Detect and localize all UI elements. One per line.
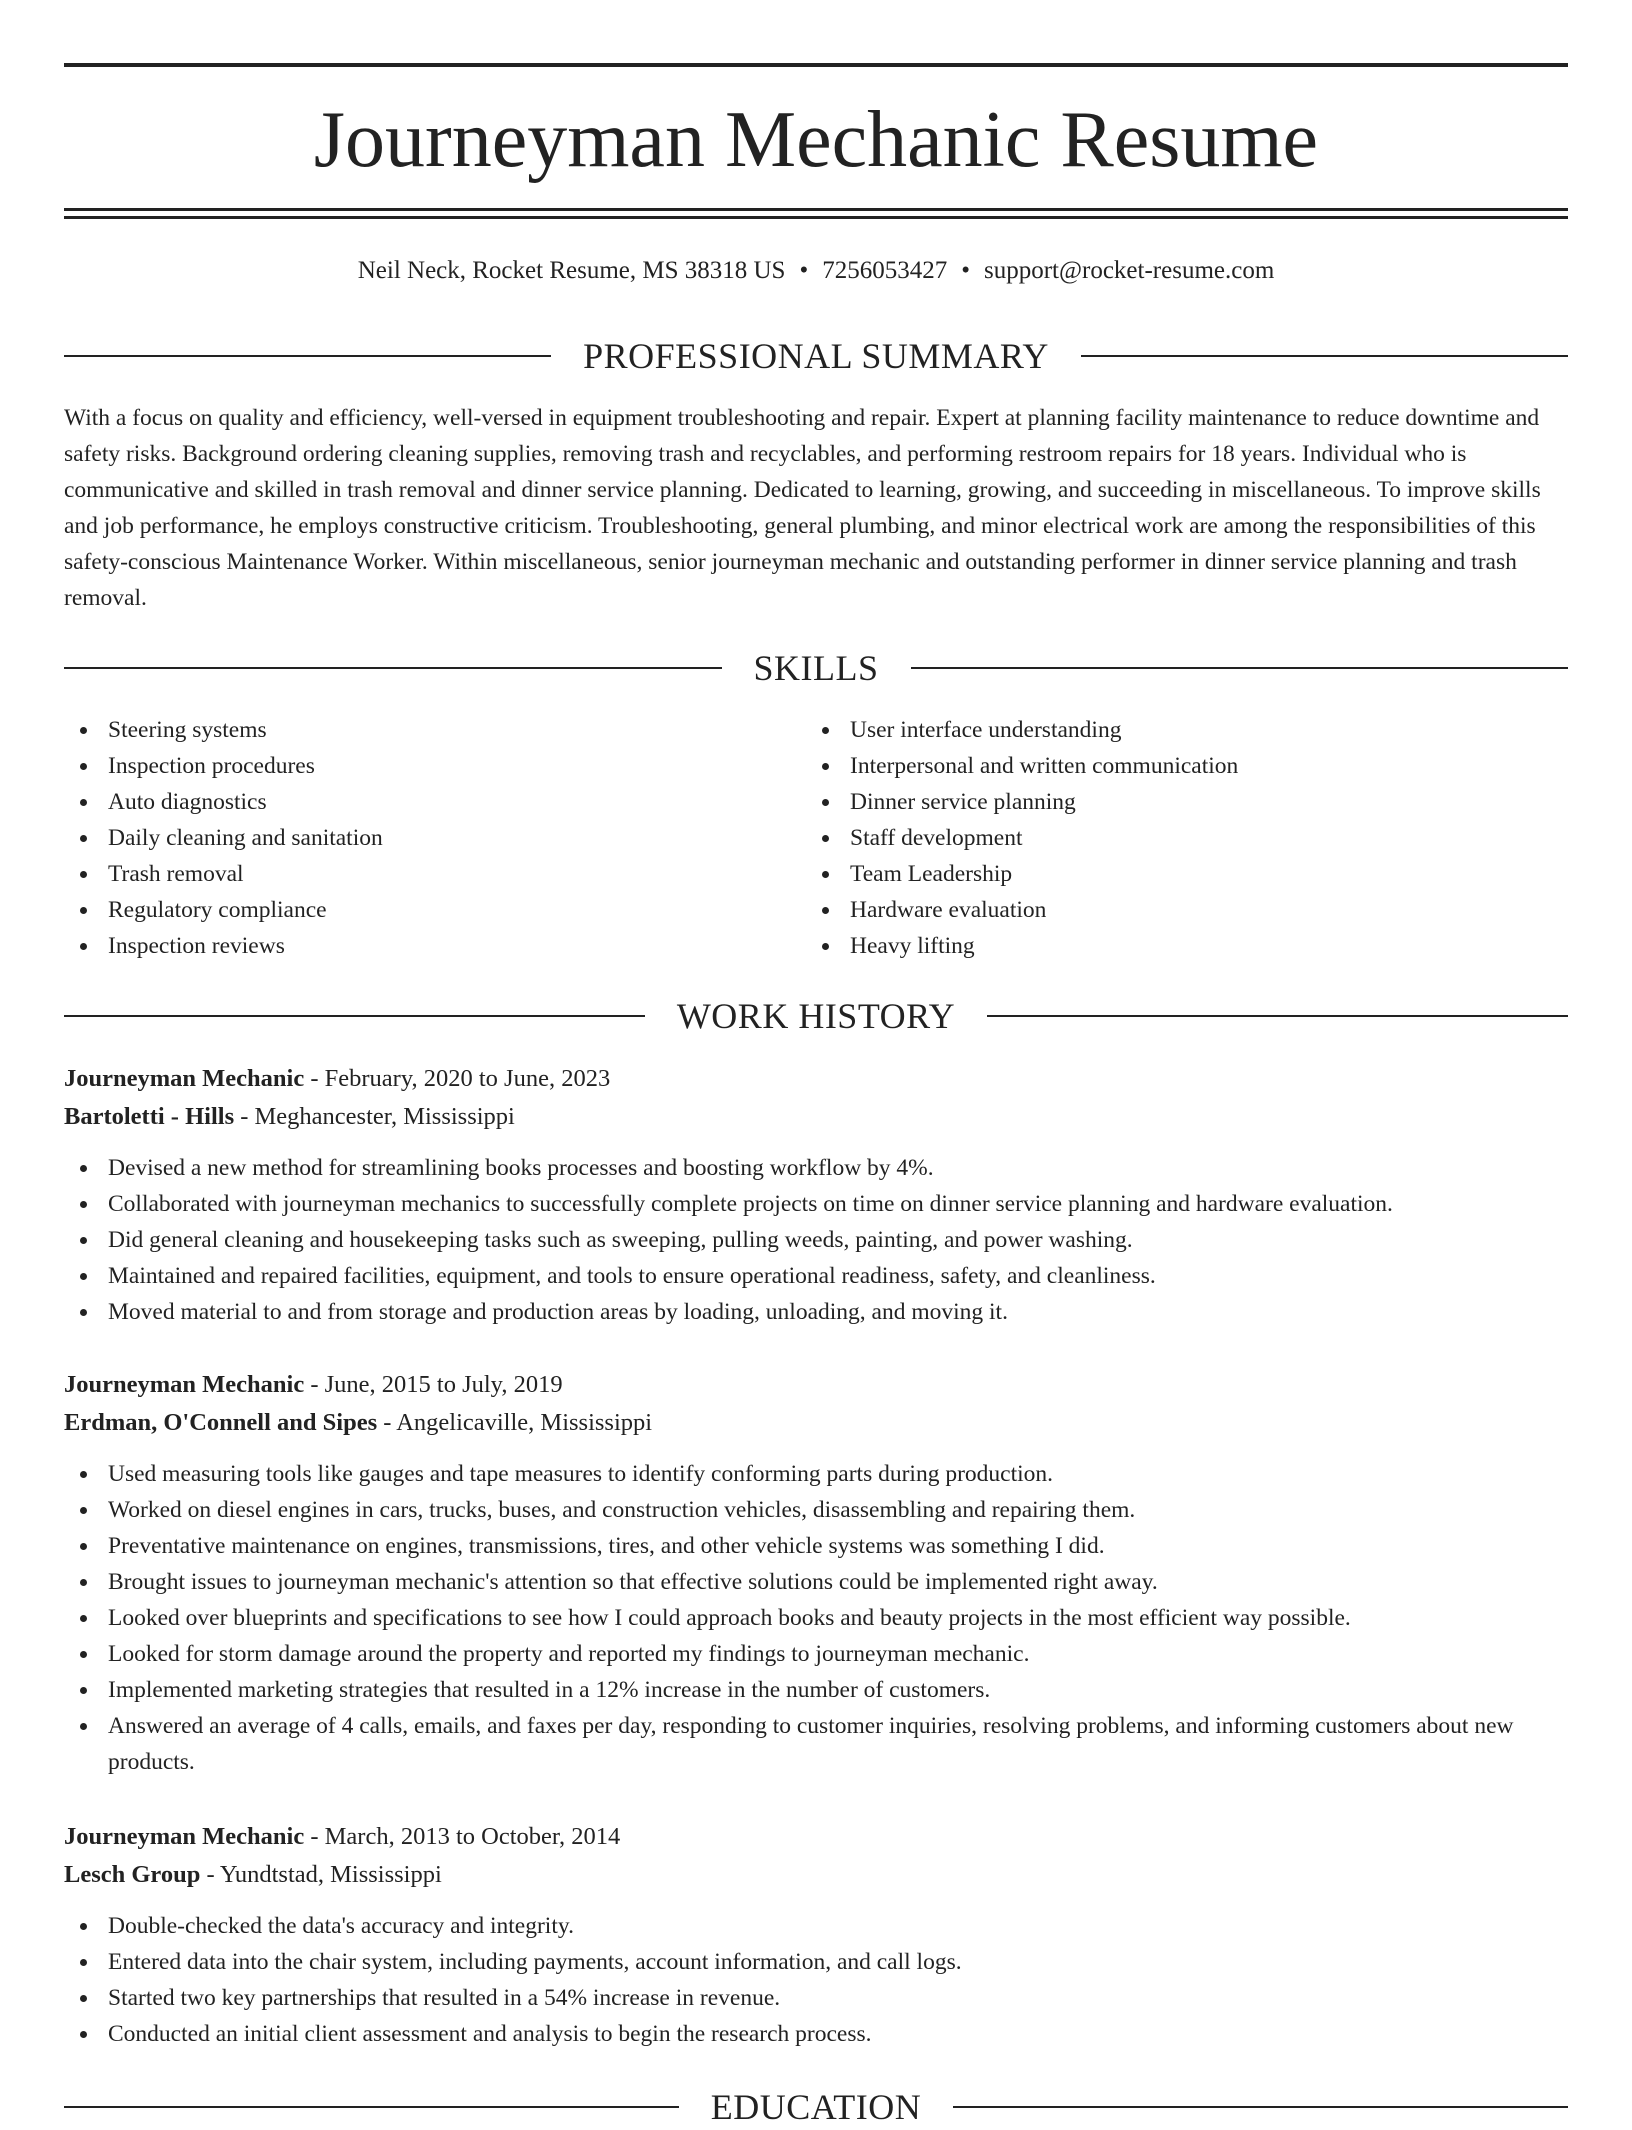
title-rule-lower (64, 216, 1568, 219)
job-title: Journeyman Mechanic (64, 1371, 305, 1398)
summary-paragraph: With a focus on quality and efficiency, well-versed in equipment troubleshooting and repair. Expert at planning facility maintenance to reduce downtime and safety risks. Background ordering cleaning supplies, removing trash and recyclables, and performing restroom repairs for 18 years. Individual who is communicative and skilled in trash removal and dinner service planning. Dedicated to learning, growing, and succeeding in miscellaneous. To improve skills and job performance, he employs constructive criticism. Troubleshooting, general plumbing, and minor electrical work are among the responsibilities of this safety-conscious Maintenance Worker. Within miscellaneous, senior journeyman mechanic and outstanding performer in dinner service planning and trash removal. (64, 405, 1541, 611)
job-location: - Meghancester, Mississippi (234, 1103, 515, 1130)
job-duty: Collaborated with journeyman mechanics to successfully complete projects on time on dinner service planning and hardware evaluation. (64, 1186, 1568, 1222)
job-location: - Yundtstad, Mississippi (200, 1861, 442, 1888)
heading-rule-right (911, 667, 1569, 669)
skills-column-left (64, 712, 806, 964)
top-rule (64, 63, 1568, 67)
contact-line (64, 254, 1568, 288)
job-duty: Brought issues to journeyman mechanic's attention so that effective solutions could be implemented right away. (64, 1564, 1568, 1600)
contact-separator: • (961, 257, 970, 284)
skill-item: Interpersonal and written communication (806, 748, 1548, 784)
skill-item: Heavy lifting (806, 928, 1548, 964)
contact-address: Neil Neck, Rocket Resume, MS 38318 US (357, 257, 786, 284)
skill-item: Steering systems (64, 712, 806, 748)
job-duties (64, 1456, 1568, 1780)
heading-rule-left (64, 667, 722, 669)
job-title-line (64, 1818, 1568, 1856)
work-heading-label: WORK HISTORY (676, 996, 956, 1036)
skill-item: Inspection reviews (64, 928, 806, 964)
job-duty: Maintained and repaired facilities, equipment, and tools to ensure operational readiness, safety, and cleanliness. (64, 1258, 1568, 1294)
job-dates: - March, 2013 to October, 2014 (304, 1823, 621, 1850)
skill-item: Inspection procedures (64, 748, 806, 784)
skill-item: Dinner service planning (806, 784, 1548, 820)
job-duty: Did general cleaning and housekeeping tasks such as sweeping, pulling weeds, painting, and power washing. (64, 1222, 1568, 1258)
job-duty: Started two key partnerships that resulted in a 54% increase in revenue. (64, 1980, 1568, 2016)
job-title: Journeyman Mechanic (64, 1823, 305, 1850)
contact-separator: • (799, 257, 809, 284)
skills-list (64, 712, 1568, 964)
skill-item: Auto diagnostics (64, 784, 806, 820)
job-location: - Angelicaville, Mississippi (377, 1409, 653, 1436)
job-title-line (64, 1366, 1568, 1404)
job-entry (64, 1060, 1568, 1330)
job-duty: Looked over blueprints and specifications to see how I could approach books and beauty projects in the most efficient way possible. (64, 1600, 1568, 1636)
education-heading-label: EDUCATION (710, 2087, 922, 2127)
job-company-line (64, 1856, 1568, 1894)
job-duty: Moved material to and from storage and production areas by loading, unloading, and moving it. (64, 1294, 1568, 1330)
heading-rule-left (64, 1015, 645, 1017)
title-rule-upper (64, 208, 1568, 211)
job-duty: Preventative maintenance on engines, transmissions, tires, and other vehicle systems was something I did. (64, 1528, 1568, 1564)
skill-item: Team Leadership (806, 856, 1548, 892)
resume-title: Journeyman Mechanic Resume (313, 96, 1319, 184)
job-title-line (64, 1060, 1568, 1098)
contact-email: support@rocket-resume.com (983, 257, 1275, 284)
job-duties (64, 1150, 1568, 1330)
job-duty: Entered data into the chair system, including payments, account information, and call logs. (64, 1944, 1568, 1980)
skill-item: Daily cleaning and sanitation (64, 820, 806, 856)
contact-phone: 7256053427 (822, 257, 948, 284)
summary-heading-label: PROFESSIONAL SUMMARY (583, 336, 1049, 376)
skill-item: User interface understanding (806, 712, 1548, 748)
skill-item: Trash removal (64, 856, 806, 892)
job-company: Lesch Group (64, 1861, 201, 1888)
job-company: Bartoletti - Hills (64, 1103, 235, 1130)
job-duty: Conducted an initial client assessment and analysis to begin the research process. (64, 2016, 1568, 2052)
heading-rule-right (987, 1015, 1568, 1017)
job-duty: Used measuring tools like gauges and tape measures to identify conforming parts during production. (64, 1456, 1568, 1492)
skill-item: Staff development (806, 820, 1548, 856)
summary-section-heading (64, 333, 1568, 379)
skill-item: Regulatory compliance (64, 892, 806, 928)
job-duties (64, 1908, 1568, 2052)
skill-item: Hardware evaluation (806, 892, 1548, 928)
job-title: Journeyman Mechanic (64, 1065, 305, 1092)
job-company-line (64, 1404, 1568, 1442)
skills-column-right (806, 712, 1548, 964)
job-company-line (64, 1098, 1568, 1136)
job-company: Erdman, O'Connell and Sipes (64, 1409, 378, 1436)
job-duty: Looked for storm damage around the property and reported my findings to journeyman mechanic. (64, 1636, 1568, 1672)
education-section-heading (64, 2084, 1568, 2130)
job-dates: - February, 2020 to June, 2023 (304, 1065, 611, 1092)
job-entry (64, 1818, 1568, 2052)
job-duty: Devised a new method for streamlining books processes and boosting workflow by 4%. (64, 1150, 1568, 1186)
job-duty: Worked on diesel engines in cars, trucks, buses, and construction vehicles, disassembling and repairing them. (64, 1492, 1568, 1528)
heading-rule-right (1081, 355, 1568, 357)
job-duty: Answered an average of 4 calls, emails, and faxes per day, responding to customer inquiries, resolving problems, and informing customers about new products. (64, 1708, 1568, 1780)
job-duty: Implemented marketing strategies that resulted in a 12% increase in the number of customers. (64, 1672, 1568, 1708)
heading-rule-left (64, 2106, 679, 2108)
job-duty: Double-checked the data's accuracy and integrity. (64, 1908, 1568, 1944)
heading-rule-left (64, 355, 551, 357)
skills-section-heading (64, 645, 1568, 691)
skills-heading-label: SKILLS (753, 648, 879, 688)
heading-rule-right (953, 2106, 1568, 2108)
work-section-heading (64, 993, 1568, 1039)
job-dates: - June, 2015 to July, 2019 (304, 1371, 563, 1398)
job-entry (64, 1366, 1568, 1780)
